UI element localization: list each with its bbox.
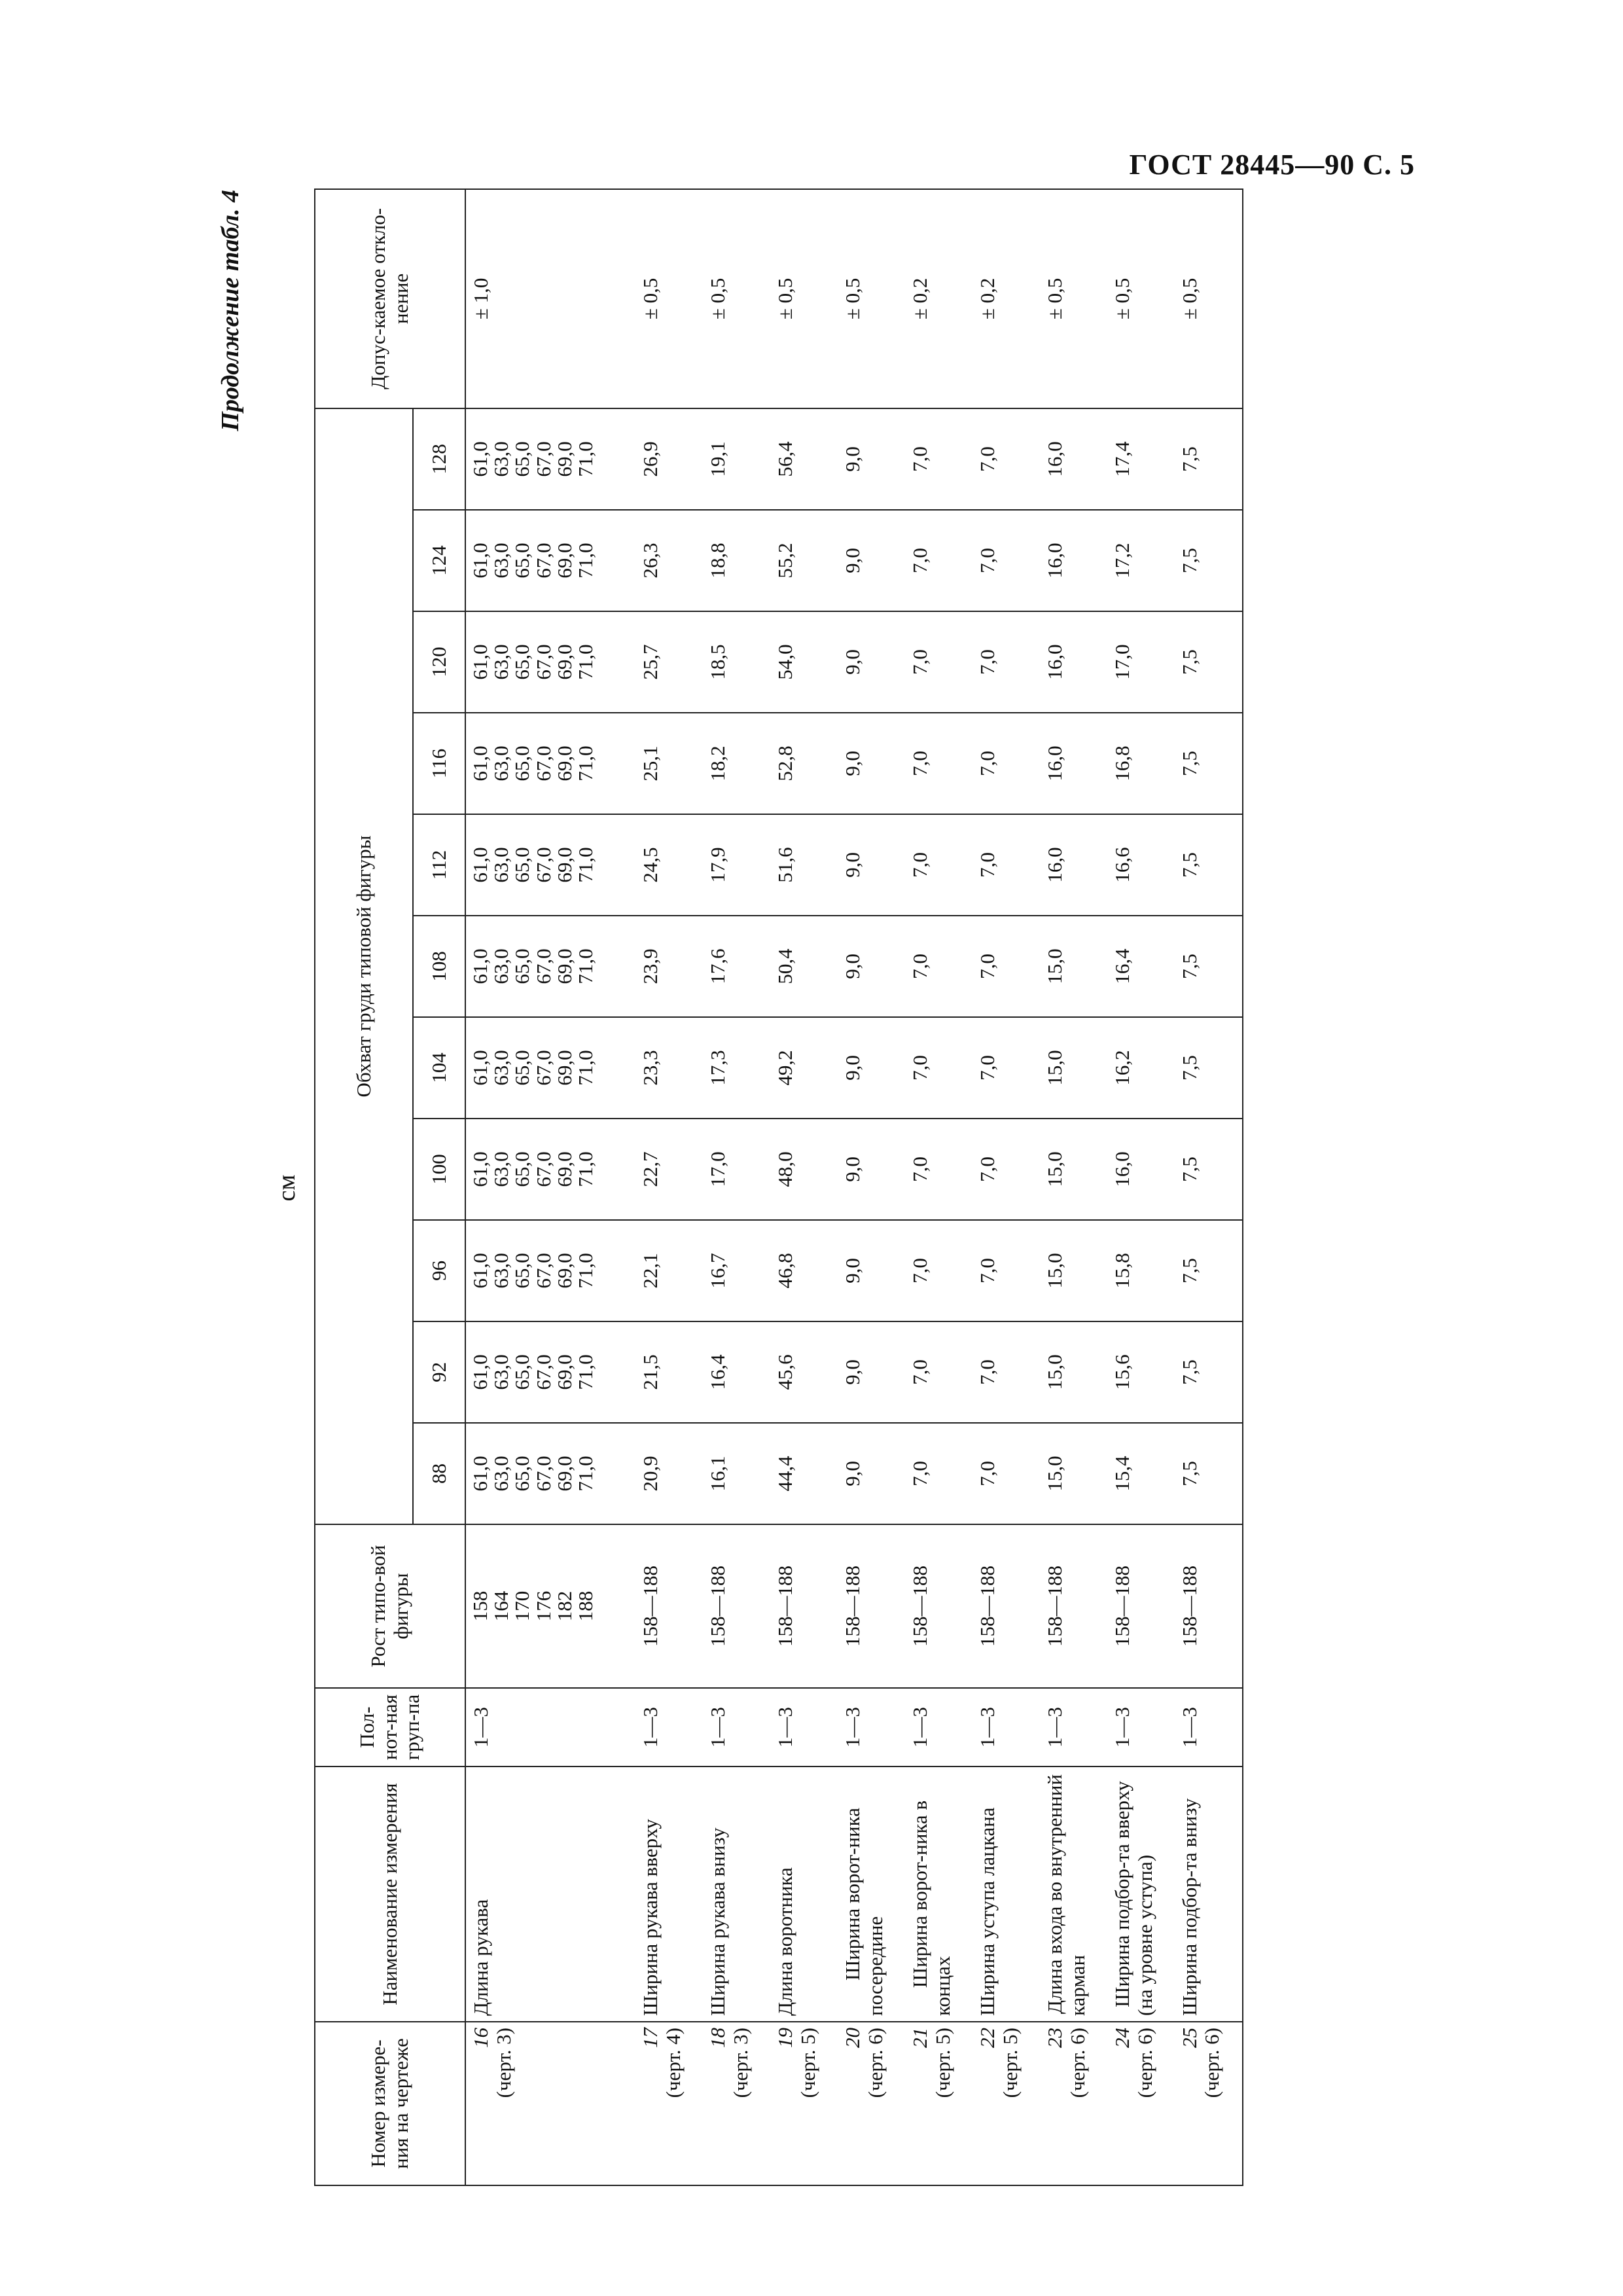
drawing-reference: (черт. 6)	[863, 2028, 887, 2098]
value-cell: 19,1	[703, 408, 770, 510]
stacked-value: 67,0	[531, 1354, 555, 1390]
value-cell: 7,0	[972, 1423, 1040, 1524]
measurement-name: Ширина подбор-та внизу	[1175, 1767, 1243, 2022]
fullness-group: 1—3	[465, 1688, 635, 1767]
value-cell: 9,0	[838, 510, 905, 611]
height-range: 158—188	[770, 1524, 838, 1688]
stacked-value: 65,0	[510, 847, 534, 883]
stacked-value: 63,0	[490, 441, 513, 477]
value-cell: 9,0	[838, 1321, 905, 1423]
stacked-value: 67,0	[531, 745, 555, 781]
value-cell: 16,8	[1107, 713, 1175, 814]
measurement-number	[905, 2022, 972, 2185]
value-cell: 16,4	[1107, 916, 1175, 1017]
stacked-value: 71,0	[574, 644, 597, 680]
value-cell: 25,1	[635, 713, 703, 814]
value-cell: 7,0	[972, 1017, 1040, 1119]
height-range: 158—188	[1175, 1524, 1243, 1688]
stacked-value: 61,0	[469, 441, 491, 477]
measurement-index: 17	[639, 2028, 662, 2048]
height-value: 158	[469, 1590, 491, 1622]
chest-size: 100	[413, 1119, 465, 1220]
chest-size: 96	[413, 1220, 465, 1321]
value-cell: 16,0	[1040, 510, 1107, 611]
value-cell	[465, 713, 635, 814]
value-cell: 25,7	[635, 611, 703, 713]
stacked-value: 71,0	[574, 1354, 597, 1390]
height-range: 158—188	[972, 1524, 1040, 1688]
table-row	[1107, 189, 1175, 2185]
height-value: 170	[510, 1590, 534, 1622]
value-cell: 7,0	[972, 510, 1040, 611]
value-cell: 7,0	[905, 611, 972, 713]
tolerance: ± 1,0	[465, 189, 635, 408]
value-cell: 26,9	[635, 408, 703, 510]
chest-size: 128	[413, 408, 465, 510]
stacked-value: 69,0	[552, 1253, 576, 1289]
drawing-reference: (черт. 5)	[998, 2028, 1022, 2098]
table-row	[972, 189, 1040, 2185]
value-cell	[465, 408, 635, 510]
tolerance: ± 0,2	[905, 189, 972, 408]
value-cell: 7,5	[1175, 916, 1243, 1017]
chest-size: 108	[413, 916, 465, 1017]
height-range: 158—188	[838, 1524, 905, 1688]
value-cell	[465, 1423, 635, 1524]
measurement-index: 24	[1110, 2028, 1133, 2048]
continuation-label: Продолжение табл. 4	[217, 190, 244, 431]
value-cell: 7,0	[972, 1321, 1040, 1423]
value-cell: 7,5	[1175, 1017, 1243, 1119]
value-cell: 50,4	[770, 916, 838, 1017]
value-cell: 20,9	[635, 1423, 703, 1524]
measurement-name: Ширина ворот-ника посередине	[838, 1767, 905, 2022]
value-cell: 17,9	[703, 814, 770, 916]
stacked-value: 69,0	[552, 847, 576, 883]
value-cell: 24,5	[635, 814, 703, 916]
table-body	[465, 189, 1243, 2185]
measurement-index: 20	[840, 2028, 864, 2048]
stacked-value: 69,0	[552, 1456, 576, 1492]
measurement-number	[703, 2022, 770, 2185]
stacked-value: 65,0	[510, 1354, 534, 1390]
drawing-reference: (черт. 4)	[661, 2028, 685, 2098]
stacked-value: 71,0	[574, 1253, 597, 1289]
value-cell: 9,0	[838, 1119, 905, 1220]
rotated-table-frame	[216, 190, 1243, 2186]
stacked-value: 67,0	[531, 1151, 555, 1187]
value-cell: 9,0	[838, 814, 905, 916]
value-cell: 7,0	[972, 1220, 1040, 1321]
value-cell: 7,5	[1175, 1321, 1243, 1423]
stacked-value: 61,0	[469, 1253, 491, 1289]
height-range: 158—188	[703, 1524, 770, 1688]
value-cell: 17,2	[1107, 510, 1175, 611]
drawing-reference: (черт. 6)	[1200, 2028, 1224, 2098]
value-cell: 9,0	[838, 713, 905, 814]
value-cell: 15,6	[1107, 1321, 1175, 1423]
value-cell: 51,6	[770, 814, 838, 916]
measurement-name: Ширина рукава внизу	[703, 1767, 770, 2022]
measurement-index: 21	[908, 2028, 931, 2048]
drawing-reference: (черт. 6)	[1065, 2028, 1089, 2098]
units-label: см	[273, 1174, 300, 1202]
stacked-value: 65,0	[510, 1050, 534, 1086]
measurement-number	[838, 2022, 905, 2185]
stacked-value: 63,0	[490, 745, 513, 781]
stacked-value: 65,0	[510, 441, 534, 477]
value-cell	[465, 916, 635, 1017]
measurement-index: 22	[975, 2028, 999, 2048]
measurement-index: 19	[773, 2028, 796, 2048]
tolerance: ± 0,5	[1040, 189, 1107, 408]
value-cell: 45,6	[770, 1321, 838, 1423]
height-value: 176	[531, 1590, 555, 1622]
height-range: 158—188	[905, 1524, 972, 1688]
measurement-name: Ширина подбор-та вверху (на уровне уступа)	[1107, 1767, 1175, 2022]
header-num: Номер измере-ния на чертеже	[315, 2022, 465, 2185]
header-row-1	[315, 189, 413, 2185]
measurements-table	[314, 188, 1243, 2186]
stacked-value: 71,0	[574, 1151, 597, 1187]
stacked-value: 63,0	[490, 1354, 513, 1390]
value-cell: 15,0	[1040, 916, 1107, 1017]
value-cell: 54,0	[770, 611, 838, 713]
value-cell: 22,1	[635, 1220, 703, 1321]
drawing-reference: (черт. 3)	[728, 2028, 752, 2098]
table-row	[465, 189, 635, 2185]
chest-size: 112	[413, 814, 465, 916]
tolerance: ± 0,2	[972, 189, 1040, 408]
value-cell: 16,0	[1107, 1119, 1175, 1220]
value-cell: 7,5	[1175, 1119, 1243, 1220]
stacked-value: 65,0	[510, 644, 534, 680]
value-cell: 16,0	[1040, 814, 1107, 916]
stacked-value: 61,0	[469, 1050, 491, 1086]
value-cell	[465, 611, 635, 713]
value-cell: 7,0	[972, 713, 1040, 814]
value-cell: 7,0	[905, 510, 972, 611]
stacked-value: 67,0	[531, 1050, 555, 1086]
height-value: 182	[552, 1590, 576, 1622]
measurement-name: Длина входа во внутренний карман	[1040, 1767, 1107, 2022]
value-cell: 16,7	[703, 1220, 770, 1321]
tolerance: ± 0,5	[770, 189, 838, 408]
stacked-value: 69,0	[552, 948, 576, 984]
stacked-value: 61,0	[469, 1151, 491, 1187]
table-row	[1175, 189, 1243, 2185]
measurement-name: Ширина уступа лацкана	[972, 1767, 1040, 2022]
value-cell: 46,8	[770, 1220, 838, 1321]
value-cell: 16,4	[703, 1321, 770, 1423]
table-row	[635, 189, 703, 2185]
value-cell: 17,0	[703, 1119, 770, 1220]
value-cell: 48,0	[770, 1119, 838, 1220]
value-cell: 16,0	[1040, 713, 1107, 814]
fullness-group: 1—3	[770, 1688, 838, 1767]
height-range: 158—188	[635, 1524, 703, 1688]
value-cell	[465, 1321, 635, 1423]
drawing-reference: (черт. 6)	[1133, 2028, 1156, 2098]
stacked-value: 63,0	[490, 644, 513, 680]
value-cell: 15,0	[1040, 1220, 1107, 1321]
stacked-value: 71,0	[574, 441, 597, 477]
stacked-value: 69,0	[552, 745, 576, 781]
height-value: 164	[490, 1590, 513, 1622]
value-cell: 16,2	[1107, 1017, 1175, 1119]
value-cell: 7,0	[972, 611, 1040, 713]
value-cell: 7,5	[1175, 510, 1243, 611]
header-deviation: Допус-каемое откло-нение	[315, 189, 465, 408]
stacked-value: 71,0	[574, 745, 597, 781]
stacked-value: 61,0	[469, 745, 491, 781]
stacked-value: 71,0	[574, 948, 597, 984]
value-cell: 7,5	[1175, 611, 1243, 713]
drawing-reference: (черт. 3)	[491, 2028, 515, 2098]
value-cell: 18,8	[703, 510, 770, 611]
measurement-name: Длина воротника	[770, 1767, 838, 2022]
chest-size: 104	[413, 1017, 465, 1119]
height-value: 188	[574, 1590, 597, 1622]
value-cell: 7,0	[972, 814, 1040, 916]
stacked-value: 65,0	[510, 745, 534, 781]
value-cell: 16,0	[1040, 611, 1107, 713]
fullness-group: 1—3	[635, 1688, 703, 1767]
stacked-value: 67,0	[531, 948, 555, 984]
value-cell: 15,0	[1040, 1423, 1107, 1524]
value-cell	[465, 510, 635, 611]
fullness-group: 1—3	[703, 1688, 770, 1767]
stacked-value: 65,0	[510, 1253, 534, 1289]
value-cell: 16,6	[1107, 814, 1175, 916]
chest-size: 116	[413, 713, 465, 814]
measurement-number	[1040, 2022, 1107, 2185]
value-cell: 17,4	[1107, 408, 1175, 510]
chest-size: 88	[413, 1423, 465, 1524]
stacked-value: 71,0	[574, 1050, 597, 1086]
tolerance: ± 0,5	[1107, 189, 1175, 408]
table-row	[770, 189, 838, 2185]
value-cell: 15,0	[1040, 1119, 1107, 1220]
value-cell: 16,0	[1040, 408, 1107, 510]
measurement-number	[465, 2022, 635, 2185]
value-cell: 23,3	[635, 1017, 703, 1119]
stacked-value: 67,0	[531, 543, 555, 579]
value-cell: 7,5	[1175, 814, 1243, 916]
value-cell: 26,3	[635, 510, 703, 611]
stacked-value: 61,0	[469, 1354, 491, 1390]
tolerance: ± 0,5	[703, 189, 770, 408]
chest-size: 120	[413, 611, 465, 713]
value-cell	[465, 1017, 635, 1119]
chest-size: 124	[413, 510, 465, 611]
measurement-number	[1107, 2022, 1175, 2185]
value-cell: 7,5	[1175, 1423, 1243, 1524]
value-cell: 22,7	[635, 1119, 703, 1220]
value-cell: 7,5	[1175, 713, 1243, 814]
value-cell: 15,8	[1107, 1220, 1175, 1321]
stacked-value: 69,0	[552, 543, 576, 579]
table-row	[905, 189, 972, 2185]
fullness-group: 1—3	[1040, 1688, 1107, 1767]
value-cell	[465, 1220, 635, 1321]
value-cell: 7,0	[905, 1017, 972, 1119]
stacked-value: 61,0	[469, 644, 491, 680]
measurement-name: Ширина рукава вверху	[635, 1767, 703, 2022]
value-cell: 7,0	[905, 916, 972, 1017]
value-cell: 7,0	[972, 1119, 1040, 1220]
stacked-value: 65,0	[510, 1456, 534, 1492]
value-cell: 44,4	[770, 1423, 838, 1524]
stacked-value: 71,0	[574, 1456, 597, 1492]
value-cell: 52,8	[770, 713, 838, 814]
stacked-value: 67,0	[531, 441, 555, 477]
stacked-value: 69,0	[552, 1151, 576, 1187]
fullness-group: 1—3	[838, 1688, 905, 1767]
table-row	[838, 189, 905, 2185]
fullness-group: 1—3	[1175, 1688, 1243, 1767]
value-cell: 9,0	[838, 1220, 905, 1321]
value-cell: 9,0	[838, 611, 905, 713]
value-cell: 18,5	[703, 611, 770, 713]
measurement-index: 25	[1177, 2028, 1201, 2048]
stacked-value: 65,0	[510, 1151, 534, 1187]
stacked-value: 67,0	[531, 644, 555, 680]
value-cell: 7,0	[905, 1321, 972, 1423]
value-cell: 9,0	[838, 1423, 905, 1524]
value-cell: 23,9	[635, 916, 703, 1017]
fullness-group: 1—3	[905, 1688, 972, 1767]
page-header: ГОСТ 28445—90 С. 5	[1129, 149, 1415, 181]
value-cell: 9,0	[838, 916, 905, 1017]
value-cell: 9,0	[838, 1017, 905, 1119]
value-cell: 7,0	[905, 814, 972, 916]
height-range: 158—188	[1107, 1524, 1175, 1688]
value-cell: 18,2	[703, 713, 770, 814]
value-cell: 7,0	[905, 408, 972, 510]
header-group: Пол-нот-ная груп-па	[315, 1688, 465, 1767]
value-cell	[465, 814, 635, 916]
value-cell: 56,4	[770, 408, 838, 510]
stacked-value: 67,0	[531, 1456, 555, 1492]
value-cell: 17,0	[1107, 611, 1175, 713]
stacked-value: 63,0	[490, 543, 513, 579]
fullness-group: 1—3	[1107, 1688, 1175, 1767]
tolerance: ± 0,5	[838, 189, 905, 408]
stacked-value: 63,0	[490, 1456, 513, 1492]
stacked-value: 63,0	[490, 948, 513, 984]
drawing-reference: (черт. 5)	[931, 2028, 954, 2098]
stacked-value: 63,0	[490, 1151, 513, 1187]
measurement-number	[972, 2022, 1040, 2185]
value-cell: 21,5	[635, 1321, 703, 1423]
value-cell: 7,0	[905, 713, 972, 814]
stacked-value: 71,0	[574, 543, 597, 579]
measurement-number	[635, 2022, 703, 2185]
value-cell: 9,0	[838, 408, 905, 510]
stacked-value: 63,0	[490, 847, 513, 883]
value-cell: 17,3	[703, 1017, 770, 1119]
table-row	[1040, 189, 1107, 2185]
value-cell: 17,6	[703, 916, 770, 1017]
value-cell: 49,2	[770, 1017, 838, 1119]
stacked-value: 61,0	[469, 847, 491, 883]
tolerance: ± 0,5	[1175, 189, 1243, 408]
measurement-index: 23	[1043, 2028, 1066, 2048]
header-chest: Обхват груди типовой фигуры	[315, 408, 413, 1524]
measurement-name: Ширина ворот-ника в концах	[905, 1767, 972, 2022]
value-cell: 7,5	[1175, 408, 1243, 510]
measurement-number	[1175, 2022, 1243, 2185]
value-cell: 55,2	[770, 510, 838, 611]
stacked-value: 69,0	[552, 441, 576, 477]
stacked-value: 65,0	[510, 543, 534, 579]
stacked-value: 69,0	[552, 1354, 576, 1390]
measurement-name: Длина рукава	[465, 1767, 635, 2022]
value-cell: 7,5	[1175, 1220, 1243, 1321]
table-row	[703, 189, 770, 2185]
value-cell: 7,0	[905, 1119, 972, 1220]
measurement-index: 18	[705, 2028, 729, 2048]
stacked-value: 61,0	[469, 543, 491, 579]
header-name: Наименование измерения	[315, 1767, 465, 2022]
tolerance: ± 0,5	[635, 189, 703, 408]
stacked-value: 67,0	[531, 847, 555, 883]
value-cell: 7,0	[972, 408, 1040, 510]
stacked-value: 61,0	[469, 948, 491, 984]
stacked-value: 67,0	[531, 1253, 555, 1289]
stacked-value: 65,0	[510, 948, 534, 984]
value-cell: 15,0	[1040, 1017, 1107, 1119]
drawing-reference: (черт. 5)	[796, 2028, 819, 2098]
measurement-number	[770, 2022, 838, 2185]
value-cell: 15,0	[1040, 1321, 1107, 1423]
stacked-value: 69,0	[552, 1050, 576, 1086]
value-cell: 7,0	[972, 916, 1040, 1017]
value-cell: 7,0	[905, 1220, 972, 1321]
value-cell: 7,0	[905, 1423, 972, 1524]
stacked-value: 63,0	[490, 1253, 513, 1289]
chest-size: 92	[413, 1321, 465, 1423]
value-cell: 16,1	[703, 1423, 770, 1524]
stacked-value: 69,0	[552, 644, 576, 680]
fullness-group: 1—3	[972, 1688, 1040, 1767]
measurement-index: 16	[469, 2028, 492, 2048]
height-list	[465, 1524, 635, 1688]
header-height: Рост типо-вой фигуры	[315, 1524, 465, 1688]
stacked-value: 61,0	[469, 1456, 491, 1492]
value-cell	[465, 1119, 635, 1220]
stacked-value: 63,0	[490, 1050, 513, 1086]
stacked-value: 71,0	[574, 847, 597, 883]
height-range: 158—188	[1040, 1524, 1107, 1688]
value-cell: 15,4	[1107, 1423, 1175, 1524]
